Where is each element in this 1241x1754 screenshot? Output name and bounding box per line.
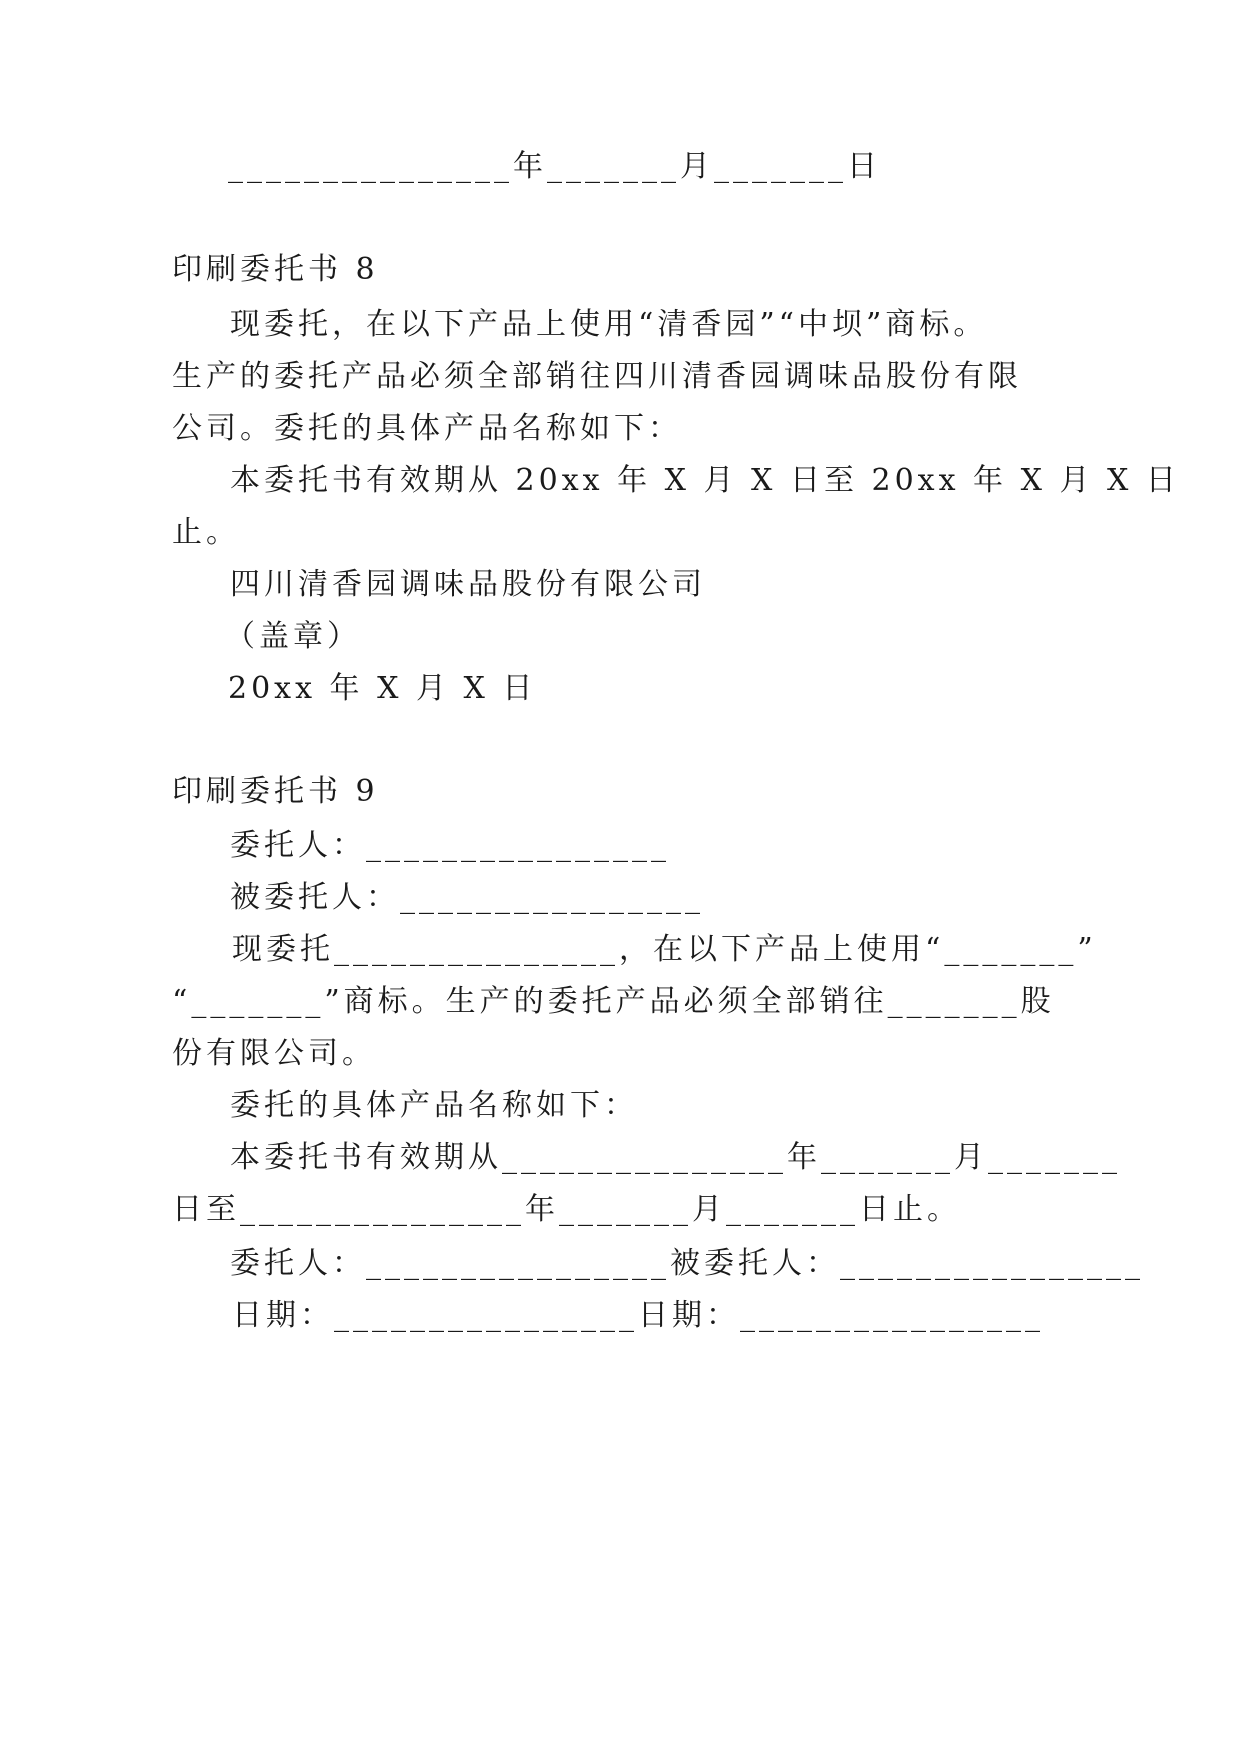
section-8-company-name: 四川清香园调味品股份有限公司 bbox=[230, 567, 706, 602]
section-8-date: 20xx 年 X 月 X 日 bbox=[228, 671, 537, 706]
section-9-validity-line-2: 日至_______________年_______月_______日止。 bbox=[172, 1192, 961, 1227]
section-9-signature-line: 委托人：________________被委托人：________________ bbox=[230, 1246, 1144, 1281]
section-9-principal-line: 委托人：________________ bbox=[230, 828, 670, 863]
section-8-seal-label: （盖章） bbox=[225, 619, 361, 654]
section-8-paragraph-1-line-1: 现委托，在以下产品上使用“清香园”“中坝”商标。 bbox=[230, 307, 988, 342]
section-8-validity-line-1: 本委托书有效期从 20xx 年 X 月 X 日至 20xx 年 X 月 X 日 bbox=[230, 463, 1180, 498]
section-9-paragraph-1-line-2: “_______”商标。生产的委托产品必须全部销往_______股 bbox=[172, 984, 1055, 1019]
date-blank-line: _______________年_______月_______日 bbox=[228, 149, 881, 184]
section-9-paragraph-1-line-3: 份有限公司。 bbox=[172, 1036, 376, 1071]
section-9-paragraph-1-line-1: 现委托_______________，在以下产品上使用“_______” bbox=[232, 932, 1097, 967]
section-9-heading: 印刷委托书 9 bbox=[172, 774, 379, 809]
section-8-validity-line-2: 止。 bbox=[172, 515, 240, 550]
section-8-paragraph-1-line-2: 生产的委托产品必须全部销往四川清香园调味品股份有限 bbox=[172, 359, 1022, 394]
section-9-validity-line-1: 本委托书有效期从_______________年_______月_______ bbox=[230, 1140, 1121, 1175]
section-8-heading: 印刷委托书 8 bbox=[172, 252, 379, 287]
section-9-agent-line: 被委托人：________________ bbox=[230, 880, 704, 915]
section-8-paragraph-1-line-3: 公司。委托的具体产品名称如下： bbox=[172, 411, 682, 446]
section-9-product-intro: 委托的具体产品名称如下： bbox=[230, 1088, 638, 1123]
section-9-date-line: 日期：________________日期：________________ bbox=[232, 1298, 1044, 1333]
